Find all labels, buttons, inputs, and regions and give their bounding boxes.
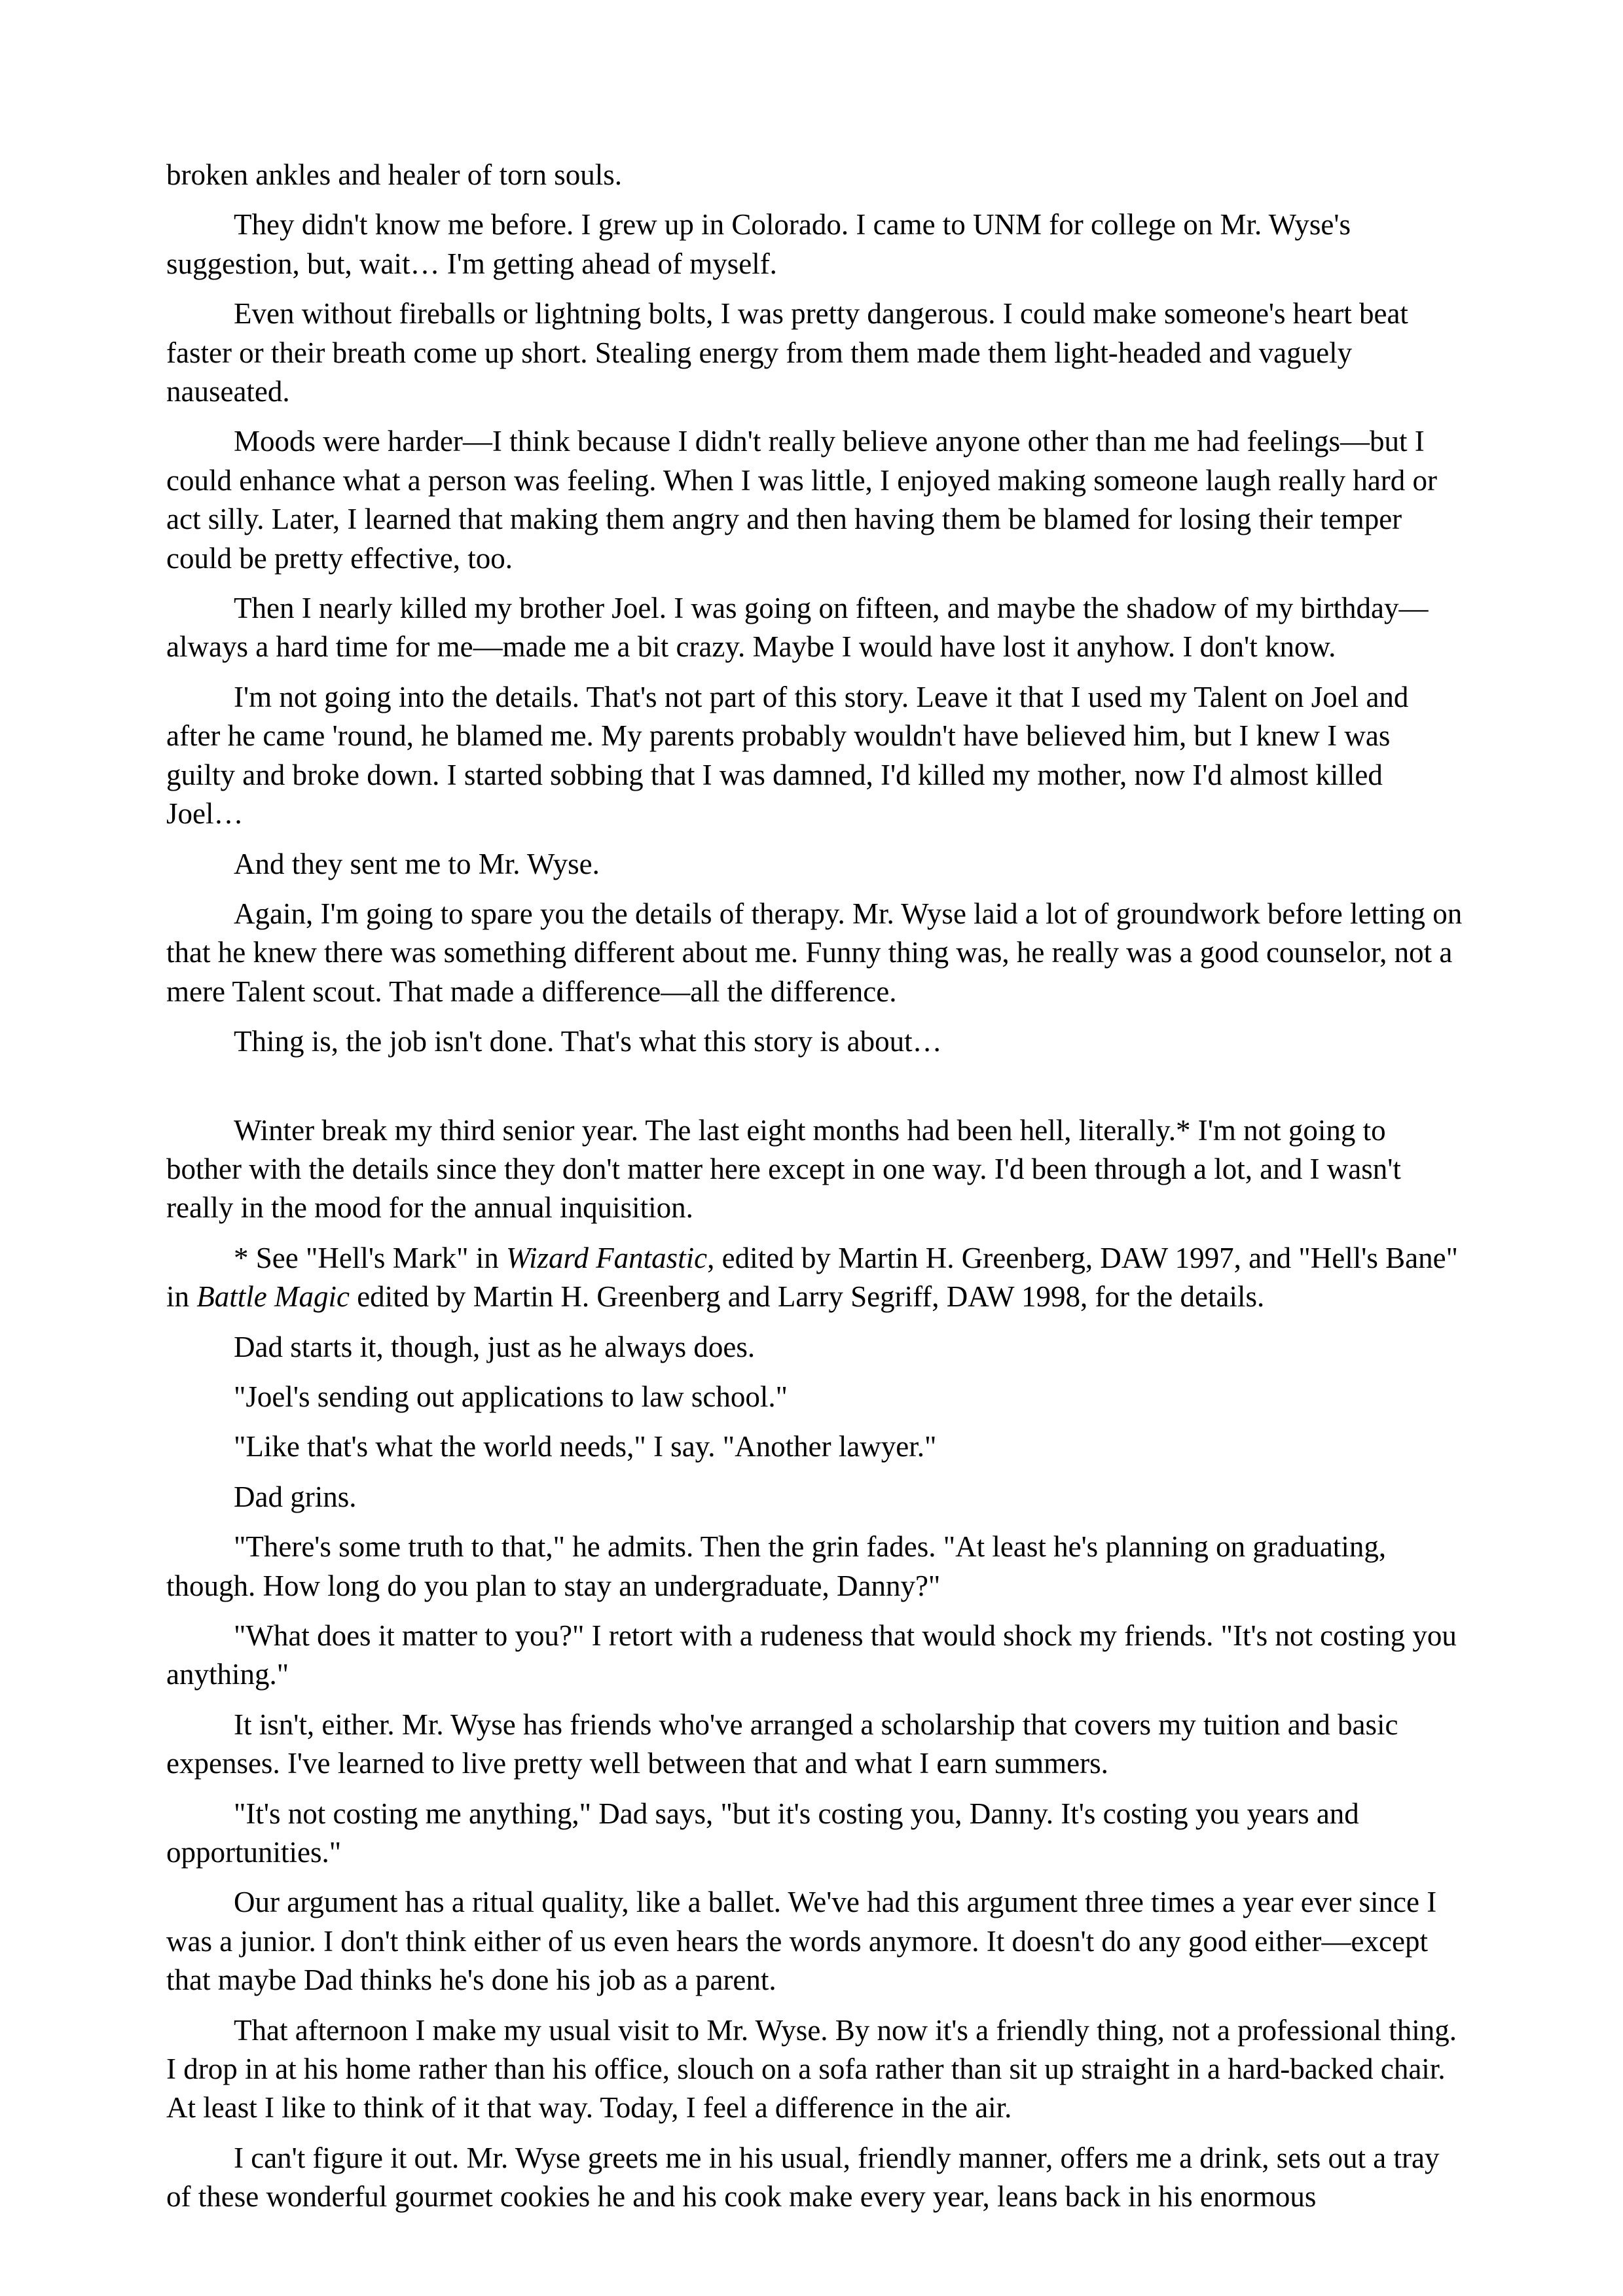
paragraph-continued: broken ankles and healer of torn souls. [166, 158, 623, 191]
paragraph: "Like that's what the world needs," I say. "Another lawyer." [234, 1430, 937, 1463]
paragraph-section-start: Winter break my third senior year. The last eight months had been hell, literally.* I'm not going to bother with the details since they don't matter here except in one way. I'd been through a lot, and I wasn't really in the mood for the annual inquisition. [166, 1113, 1401, 1225]
paragraph: "Joel's sending out applications to law school." [234, 1380, 788, 1413]
footnote-text-1: * See "Hell's Mark" in [234, 1241, 507, 1274]
paragraph: Again, I'm going to spare you the details of therapy. Mr. Wyse laid a lot of groundwork before letting on that he knew there was something different about me. Funny thing was, he really was a good counselor, not a mere Talent scout. That made a difference—all the difference. [166, 897, 1463, 1008]
footnote-text-2: , edited by Martin H. Greenberg, DAW 1997, and "Hell's Bane" in [166, 1241, 1458, 1314]
paragraph: Moods were harder—I think because I didn't really believe anyone other than me had feelings—but I could enhance what a person was feeling. When I was little, I enjoyed making someone laugh really hard or act silly. Later, I learned that making them angry and then having them be blamed for losing their temper could be pretty effective, too. [166, 425, 1438, 575]
paragraph: Even without fireballs or lightning bolts, I was pretty dangerous. I could make someone's heart beat faster or their breath come up short. Stealing energy from them made them light-headed and vaguely nauseated. [166, 297, 1408, 408]
paragraph: It isn't, either. Mr. Wyse has friends who've arranged a scholarship that covers my tuition and basic expenses. I've learned to live pretty well between that and what I earn summers. [166, 1708, 1398, 1780]
footnote-title-1: Wizard Fantastic [506, 1241, 708, 1274]
paragraph: Dad grins. [234, 1480, 357, 1513]
document-page [166, 156, 1463, 2228]
paragraph: Dad starts it, though, just as he always does. [234, 1330, 756, 1363]
paragraph: "What does it matter to you?" I retort with a rudeness that would shock my friends. "It's not costing you anything." [166, 1619, 1457, 1691]
footnote [166, 1239, 1463, 1317]
footnote-title-2: Battle Magic [196, 1280, 350, 1314]
paragraph: "There's some truth to that," he admits. Then the grin fades. "At least he's planning on graduating, though. How long do you plan to stay an undergraduate, Danny?" [166, 1530, 1387, 1602]
paragraph: "It's not costing me anything," Dad says, "but it's costing you, Danny. It's costing you years and opportunities." [166, 1797, 1359, 1869]
paragraph: I can't figure it out. Mr. Wyse greets me in his usual, friendly manner, offers me a drink, sets out a tray of these wonderful gourmet cookies he and his cook make every year, leans back in his enormous [166, 2141, 1440, 2214]
paragraph: Our argument has a ritual quality, like a ballet. We've had this argument three times a year ever since I was a junior. I don't think either of us even hears the words anymore. It doesn't do any good either—except that maybe Dad thinks he's done his job as a parent. [166, 1886, 1437, 1997]
paragraph: They didn't know me before. I grew up in Colorado. I came to UNM for college on Mr. Wyse's suggestion, but, wait… I'm getting ahead of myself. [166, 208, 1351, 280]
paragraph: I'm not going into the details. That's not part of this story. Leave it that I used my Talent on Joel and after he came 'round, he blamed me. My parents probably wouldn't have believed him, but I knew I was guilty and broke down. I started sobbing that I was damned, I'd killed my mother, now I'd almost killed Joel… [166, 680, 1409, 831]
paragraph: And they sent me to Mr. Wyse. [234, 847, 600, 880]
footnote-text-3: edited by Martin H. Greenberg and Larry Segriff, DAW 1998, for the details. [349, 1280, 1265, 1314]
paragraph: Then I nearly killed my brother Joel. I was going on fifteen, and maybe the shadow of my birthday—always a hard time for me—made me a bit crazy. Maybe I would have lost it anyhow. I don't know. [166, 592, 1429, 664]
paragraph: Thing is, the job isn't done. That's what this story is about… [234, 1025, 942, 1058]
paragraph: That afternoon I make my usual visit to Mr. Wyse. By now it's a friendly thing, not a professional thing. I drop in at his home rather than his office, slouch on a sofa rather than sit up straight in a hard-backed chair. At least I like to think of it that way. Today, I feel a difference in the air. [166, 2013, 1457, 2125]
